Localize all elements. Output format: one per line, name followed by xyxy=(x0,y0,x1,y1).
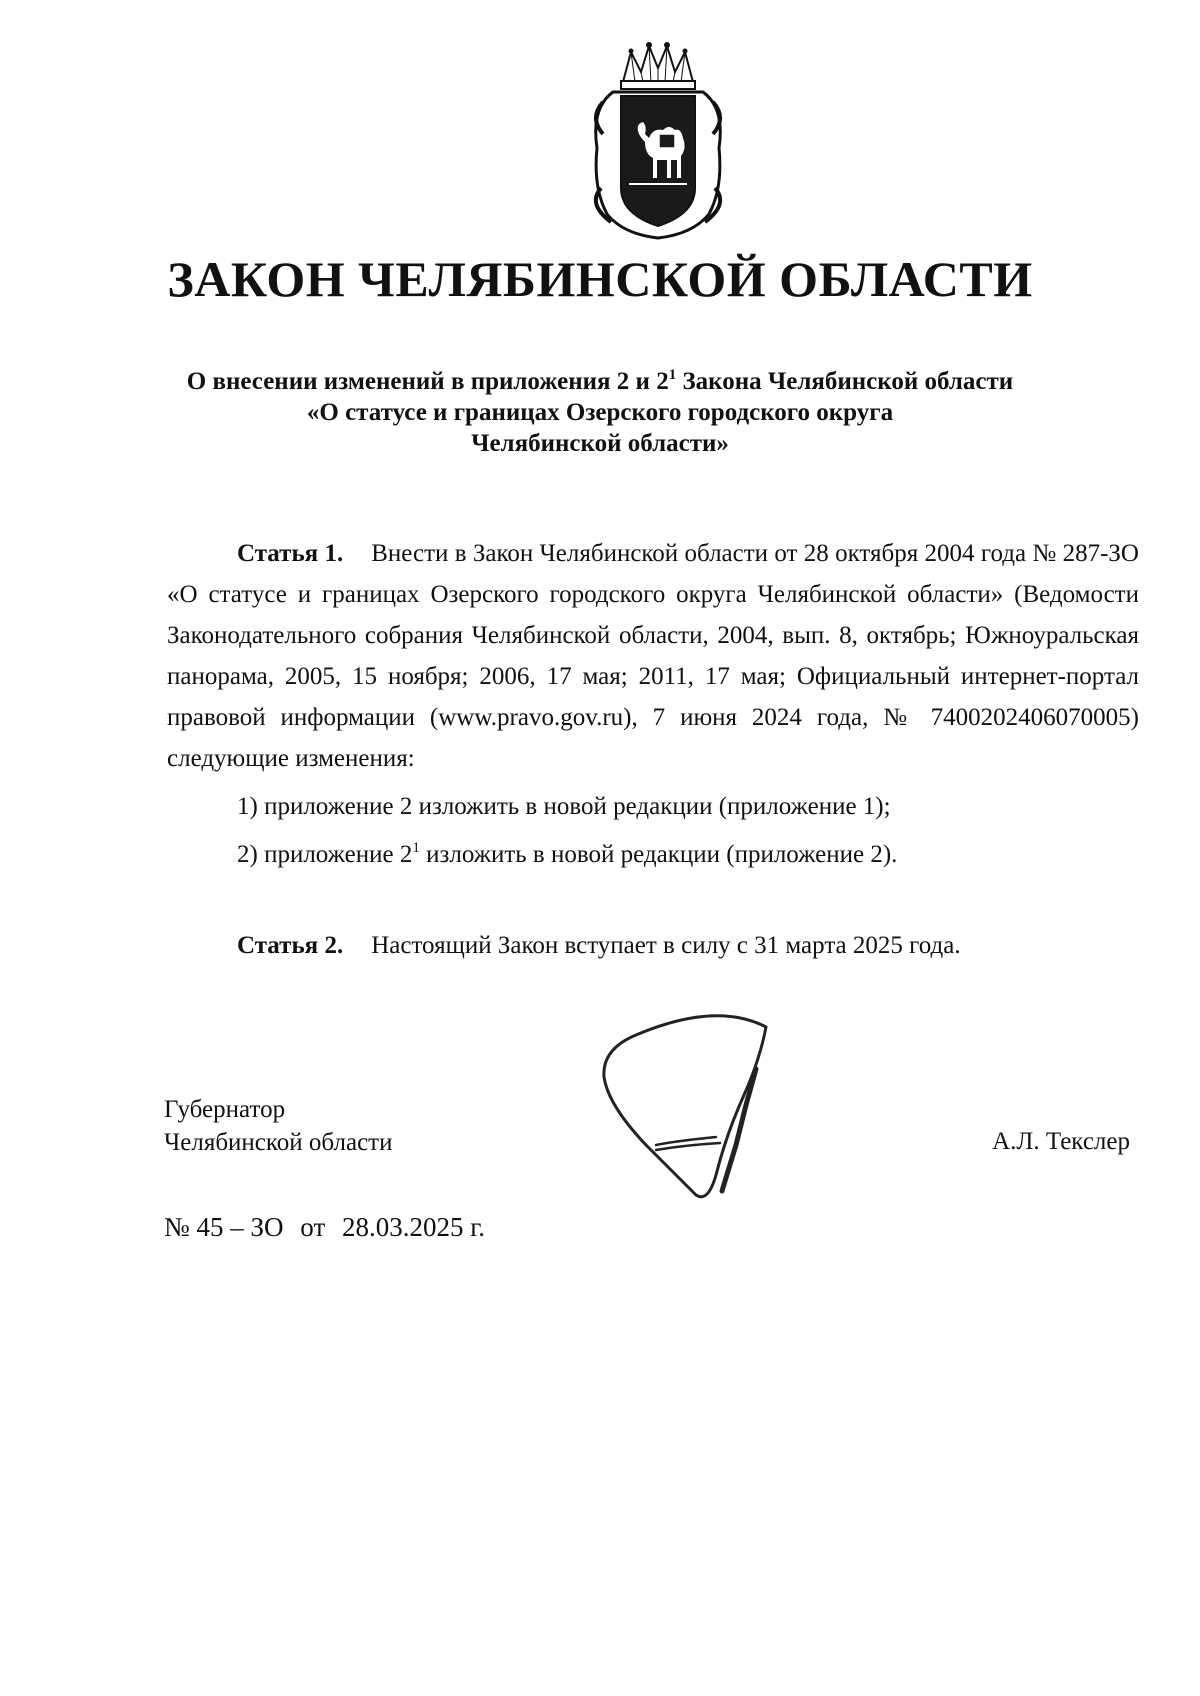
article-2-label: Статья 2. xyxy=(237,932,344,959)
governor-title-line-2: Челябинской области xyxy=(164,1129,393,1156)
law-title: ЗАКОН ЧЕЛЯБИНСКОЙ ОБЛАСТИ xyxy=(167,251,1033,307)
article-1-item-2: 2) приложение $2^1$ изложить в новой редакции (приложение 2). xyxy=(237,840,898,868)
subtitle-line-2: «О статусе и границах Озерского городского округа xyxy=(306,399,894,426)
governor-title xyxy=(164,1093,392,1159)
document-number: № 45 – ЗО xyxy=(164,1212,284,1242)
article-1 xyxy=(167,533,1139,875)
document-number-line xyxy=(164,1212,495,1243)
subtitle-line-3: Челябинской области» xyxy=(471,430,729,457)
governor-name: А.Л. Текслер xyxy=(992,1128,1130,1155)
subtitle-line-1: О внесении изменений в приложения 2 и $2^1$ Закона Челябинской области xyxy=(186,367,1014,395)
handwritten-signature-icon xyxy=(596,1005,801,1205)
article-2 xyxy=(167,925,1139,966)
article-1-label: Статья 1. xyxy=(237,540,344,567)
governor-title-line-1: Губернатор xyxy=(164,1096,286,1123)
document-from: от xyxy=(300,1212,326,1242)
chelyabinsk-coat-of-arms-icon xyxy=(583,38,733,244)
document-date: 28.03.2025 г. xyxy=(342,1212,486,1242)
article-1-item-1: 1) приложение 2 изложить в новой редакции (приложение 1); xyxy=(237,793,891,820)
law-subtitle xyxy=(150,366,1050,459)
article-2-text: Статья 2. Настоящий Закон вступает в силу с 31 марта 2025 года. xyxy=(237,932,961,959)
article-1-text: Статья 1. Внести в Закон Челябинской области от 28 октября 2004 года № 287-ЗО «О статусе и границах Озерского городского округа Челябинской области» (Ведомости Законодательного собрания Челябинской области, 2004, вып. 8, октябрь; Южноуральская панорама, 2005, 15 ноября; 2006, 17 мая; 2011, 17 мая; Официальный интернет-портал правовой информации (www.pravo.gov.ru), 7 июня 2024 года, № 7400202406070005) следующие изменения: xyxy=(167,540,1139,772)
